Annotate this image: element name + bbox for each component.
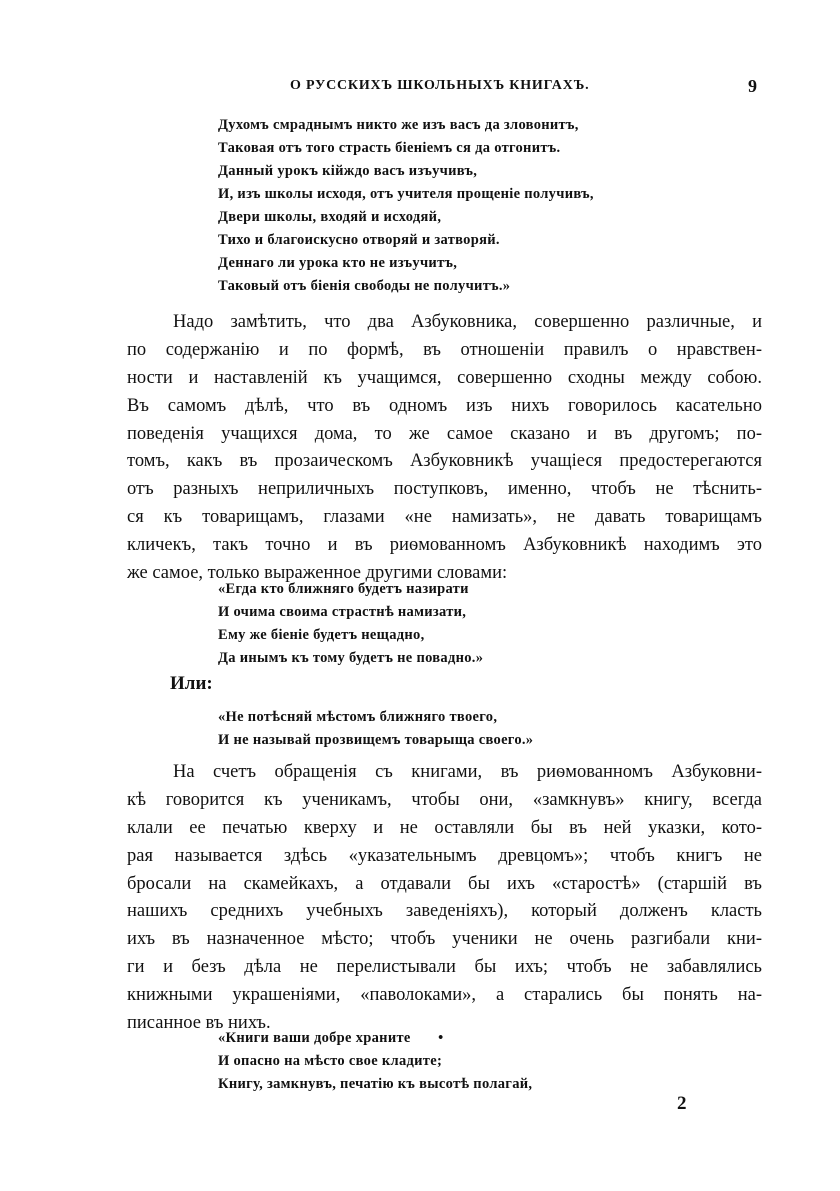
verse-block-1 [218, 114, 594, 298]
verse-line: Да инымъ къ тому будетъ не повадно.» [218, 650, 484, 666]
paragraph-line: ги и безъ дѣла не перелистывали бы ихъ; чтобъ не забавлялись [127, 957, 762, 978]
paragraph-line: Въ самомъ дѣлѣ, что въ одномъ изъ нихъ говорилось касательно [127, 395, 762, 416]
running-title: О РУССКИХЪ ШКОЛЬНЫХЪ КНИГАХЪ. [290, 78, 590, 93]
paragraph-line: книжными украшеніями, «паволоками», а старались бы понять на- [127, 985, 762, 1006]
paragraph-line: На счетъ обращенія съ книгами, въ риѳмованномъ Азбуковни- [173, 762, 762, 782]
verse-line: Данный урокъ кійждо васъ изъучивъ, [218, 163, 478, 179]
verse-line: И, изъ школы исходя, отъ учителя прощеніе получивъ, [218, 186, 594, 202]
verse-line: И опасно на мѣсто свое кладите; [218, 1053, 443, 1069]
paragraph-1 [127, 309, 762, 588]
verse-line: «Не потѣсняй мѣстомъ ближняго твоего, [218, 709, 498, 725]
verse-line: Ему же біеніе будетъ нещадно, [218, 627, 425, 643]
paragraph-line: отъ разныхъ неприличныхъ поступковъ, именно, чтобъ не тѣснить- [127, 479, 762, 500]
paragraph-line: кѣ говорится къ ученикамъ, чтобы они, «замкнувъ» книгу, всегда [127, 789, 762, 810]
verse-line: Двери школы, входяй и исходяй, [218, 209, 442, 225]
paragraph-line: клали ее печатью кверху и не оставляли бы въ ней указки, кото- [127, 817, 762, 838]
verse-line: И очима своима страстнѣ намизати, [218, 604, 467, 620]
verse-line: Таковый отъ біенія свободы не получитъ.» [218, 278, 511, 294]
verse-line: «Книги ваши добре храните • [218, 1030, 444, 1046]
verse-line: И не называй прозвищемъ товарыща своего.» [218, 732, 534, 748]
paragraph-line: Надо замѣтить, что два Азбуковника, совершенно различные, и [173, 312, 762, 332]
verse-block-3 [218, 706, 533, 752]
paragraph-line: томъ, какъ въ прозаическомъ Азбуковникѣ учащіеся предостерегаются [127, 451, 762, 472]
paragraph-2 [127, 759, 762, 1038]
verse-line: Книгу, замкнувъ, печатію къ высотѣ полагай, [218, 1076, 533, 1092]
paragraph-line: же самое, только выраженное другими словами: [127, 563, 508, 584]
verse-line: Тихо и благоискусно отворяй и затворяй. [218, 232, 500, 248]
paragraph-line: бросали на скамейкахъ, а отдавали бы ихъ «старостѣ» (старшій въ [127, 873, 762, 894]
paragraph-line: рая называется здѣсь «указательнымъ древцомъ»; чтобъ книгъ не [127, 845, 762, 866]
verse-line: «Егда кто ближняго будетъ назирати [218, 581, 469, 597]
verse-block-4 [218, 1027, 532, 1096]
paragraph-line: по содержанію и по формѣ, въ отношеніи правилъ о нравствен- [127, 339, 762, 360]
verse-line: Таковая отъ того страсть біеніемъ ся да отгонитъ. [218, 140, 561, 156]
paragraph-line: нашихъ среднихъ учебныхъ заведеніяхъ), который долженъ класть [127, 901, 762, 922]
paragraph-line: ности и наставленій къ учащимся, совершенно сходны между собою. [127, 367, 762, 388]
paragraph-line: ихъ въ назначенное мѣсто; чтобъ ученики не очень разгибали кни- [127, 929, 762, 950]
paragraph-line: поведенія учащихся дома, то же самое сказано и въ другомъ; по- [127, 423, 762, 444]
paragraph-line: ся къ товарищамъ, глазами «не намизать», не давать товарищамъ [127, 507, 762, 528]
verse-line: Духомъ смраднымъ никто же изъ васъ да зловонитъ, [218, 117, 579, 133]
verse-line: Деннаго ли урока кто не изъучитъ, [218, 255, 458, 271]
page-number: 9 [748, 76, 757, 96]
page-header [0, 76, 840, 100]
paragraph-line: писанное въ нихъ. [127, 1013, 271, 1034]
or-label: Или: [170, 673, 213, 694]
signature-mark: 2 [677, 1093, 687, 1114]
verse-block-2 [218, 578, 483, 670]
paragraph-line: кличекъ, такъ точно и въ риѳмованномъ Азбуковникѣ находимъ это [127, 535, 762, 556]
